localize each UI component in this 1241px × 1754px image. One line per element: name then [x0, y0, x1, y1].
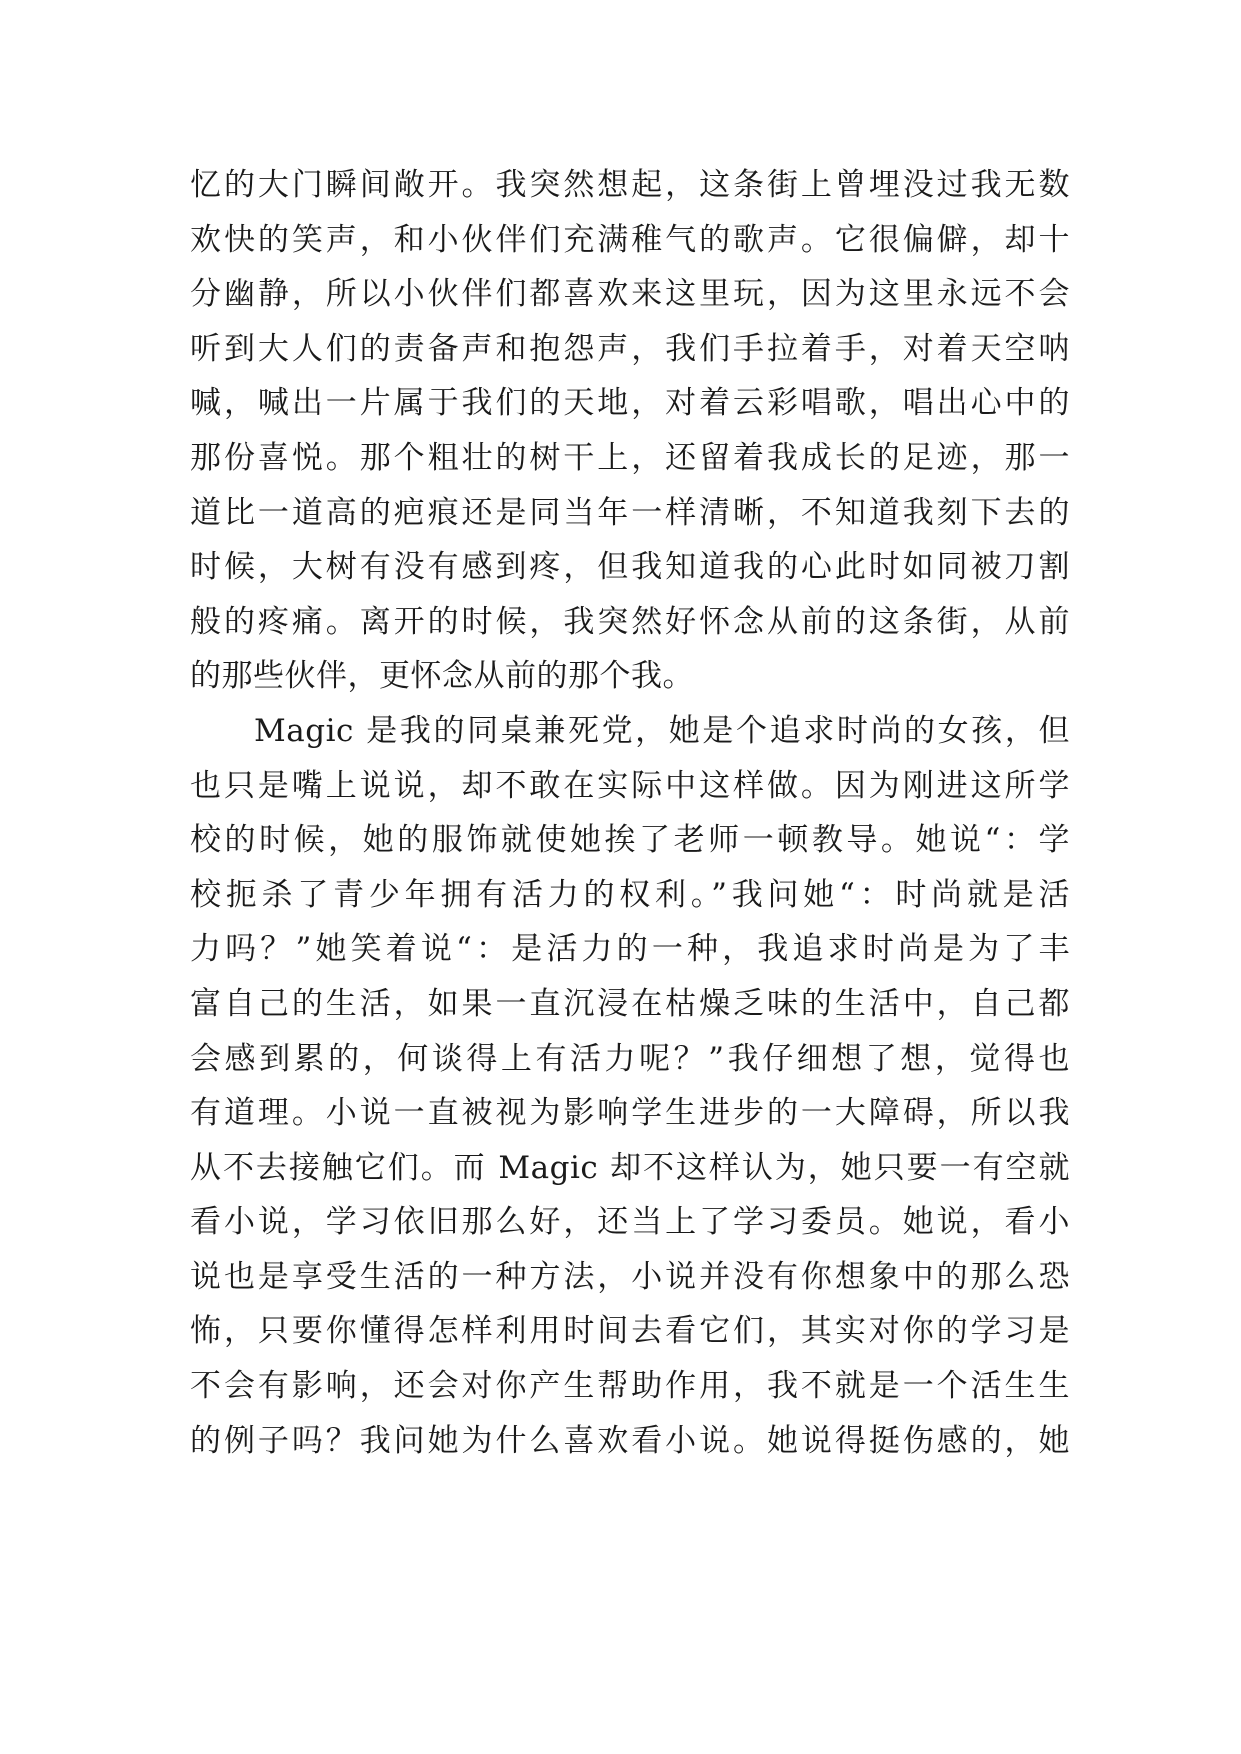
- text-line: 听到大人们的责备声和抱怨声，我们手拉着手，对着天空呐: [190, 330, 1070, 367]
- text-line: 时候，大树有没有感到疼，但我知道我的心此时如同被刀割: [190, 549, 1070, 586]
- text-line: 忆的大门瞬间敞开。我突然想起，这条街上曾埋没过我无数: [190, 167, 1070, 203]
- text-line: 怖，只要你懂得怎样利用时间去看它们，其实对你的学习是: [190, 1313, 1070, 1350]
- text-line: 力吗？”她笑着说“：是活力的一种，我追求时尚是为了丰: [190, 931, 1070, 968]
- text-line: 的那些伙伴，更怀念从前的那个我。: [190, 658, 694, 695]
- text-line: 分幽静，所以小伙伴们都喜欢来这里玩，因为这里永远不会: [190, 276, 1070, 313]
- text-line: 也只是嘴上说说，却不敢在实际中这样做。因为刚进这所学: [190, 767, 1070, 804]
- text-line: 那份喜悦。那个粗壮的树干上，还留着我成长的足迹，那一: [190, 439, 1070, 476]
- text-line: 不会有影响，还会对你产生帮助作用，我不就是一个活生生: [190, 1368, 1070, 1405]
- text-line: 从不去接触它们。而 Magic 却不这样认为，她只要一有空就: [190, 1149, 1070, 1186]
- body-text: [190, 158, 1070, 1468]
- text-line: Magic 是我的同桌兼死党，她是个追求时尚的女孩，但: [254, 712, 1070, 749]
- text-line: 校扼杀了青少年拥有活力的权利。”我问她“：时尚就是活: [190, 876, 1070, 913]
- text-line: 道比一道高的疤痕还是同当年一样清晰，不知道我刻下去的: [190, 494, 1070, 531]
- text-line: 校的时候，她的服饰就使她挨了老师一顿教导。她说“：学: [190, 822, 1070, 859]
- text-line: 说也是享受生活的一种方法，小说并没有你想象中的那么恐: [190, 1258, 1070, 1295]
- text-line: 看小说，学习依旧那么好，还当上了学习委员。她说，看小: [190, 1204, 1070, 1241]
- text-line: 的例子吗？我问她为什么喜欢看小说。她说得挺伤感的，她: [190, 1422, 1070, 1459]
- text-line: 欢快的笑声，和小伙伴们充满稚气的歌声。它很偏僻，却十: [190, 221, 1070, 258]
- text-line: 般的疼痛。离开的时候，我突然好怀念从前的这条街，从前: [190, 603, 1070, 640]
- text-line: 有道理。小说一直被视为影响学生进步的一大障碍，所以我: [190, 1095, 1070, 1132]
- text-line: 喊，喊出一片属于我们的天地，对着云彩唱歌，唱出心中的: [190, 385, 1070, 422]
- text-line: 富自己的生活，如果一直沉浸在枯燥乏味的生活中，自己都: [190, 985, 1070, 1022]
- text-line: 会感到累的，何谈得上有活力呢？”我仔细想了想，觉得也: [190, 1040, 1070, 1077]
